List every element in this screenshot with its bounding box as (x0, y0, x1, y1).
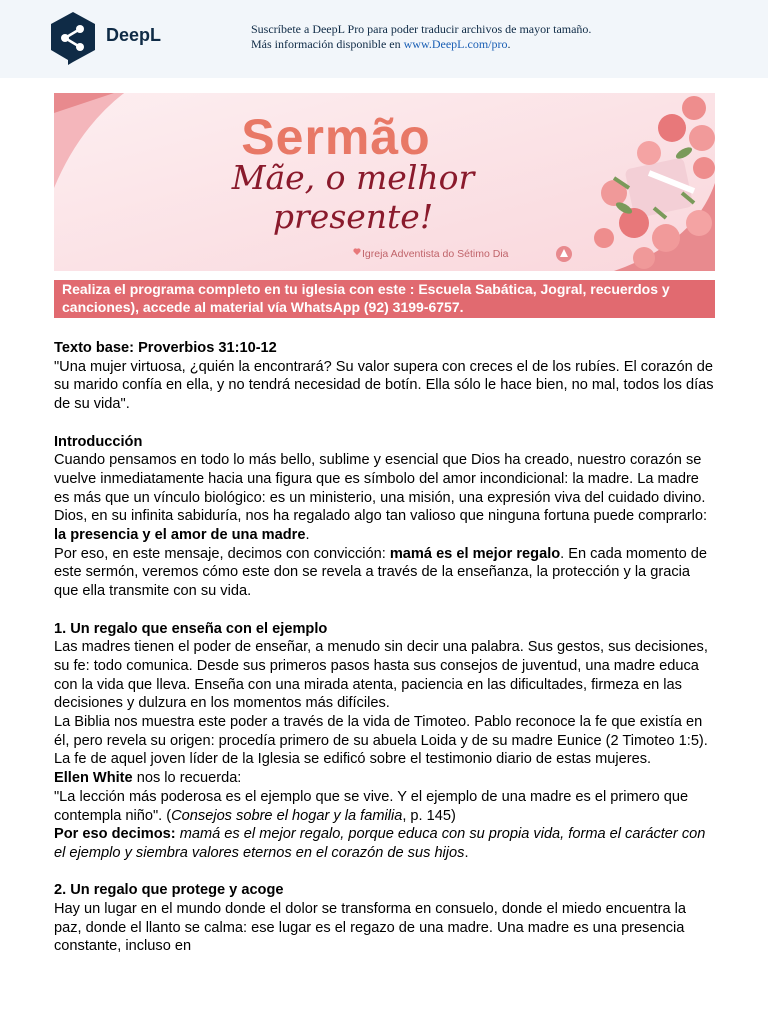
section-1-paragraph-1: Las madres tienen el poder de enseñar, a menudo sin decir una palabra. Sus gestos, sus decisiones, su fe: todo comunica. Desde sus primeros pasos hasta sus consejos de juventud, una madre educa con la vida que lleva. Enseña con una mirada atenta, paciencia en las dificultades, firmeza en las decisiones y dulzura en los momentos más difíciles. (54, 639, 708, 712)
deepl-message-prefix: Más información disponible en (251, 37, 404, 51)
texto-base-quote: "Una mujer virtuosa, ¿quién la encontrará? Su valor supera con creces el de los rubíes. El corazón de su marido confía en ella, y no tendrá necesidad de botín. Ella sólo le hace bien, no mal, todos los días de su vida". (54, 358, 714, 413)
section-1-paragraph-2: La Biblia nos muestra este poder a través de la vida de Timoteo. Pablo reconoce la fe que existía en él, pero revela su origen: procedía primero de su abuela Loida y de su madre Eunice (2 Timoteo 1:5). La fe de aquel joven líder de la Iglesia se edificó sobre el testimonio diario de estas mujeres. (54, 714, 708, 768)
deepl-logo-icon (48, 10, 98, 66)
banner-title: Sermão (241, 109, 431, 165)
deepl-upgrade-message (251, 22, 591, 52)
intro-p1-bold: la presencia y el amor de una madre (54, 527, 306, 544)
quote-end: , p. 145) (402, 807, 456, 824)
intro-p1-text: Cuando pensamos en todo lo más bello, sublime y esencial que Dios ha creado, nuestro corazón se vuelve inmediatamente hacia una figura que es símbolo del amor incondicional: la madre. La madre es más que un vínculo biológico: es un ministerio, una misión, una expresión viva del cuidado divino. Dios, en su infinita sabiduría, nos ha regalado algo tan valioso que ninguna fortuna puede comprarlo: (54, 452, 708, 525)
intro-paragraph-1 (54, 451, 716, 545)
deepl-header (0, 0, 768, 78)
deepl-message-suffix: . (507, 37, 511, 51)
banner-subtitle: Mãe, o melhor presente! (231, 158, 475, 236)
section-2-paragraph-1: Hay un lugar en el mundo donde el dolor se transforma en consuelo, donde el miedo encuentra la paz, donde el llanto se calma: ese lugar es el regazo de una madre. Una madre es una presencia constante, incluso en (54, 901, 686, 955)
intro-p1-end: . (305, 527, 310, 544)
section-1-heading: 1. Un regalo que enseña con el ejemplo (54, 620, 328, 637)
ellen-white-rest: nos lo recuerda: (132, 770, 242, 787)
ellen-white-line (54, 769, 716, 788)
banner-church-name: Igreja Adventista do Sétimo Dia (362, 248, 509, 260)
closing-italic: mamá es el mejor regalo, porque educa con su propia vida, forma el carácter con el ejemplo y siembra valores eternos en el corazón de sus hijos (54, 826, 706, 861)
ellen-white-name: Ellen White (54, 770, 133, 787)
intro-p2-end: . En cada momento de este sermón, veremos cómo este don se revela a través de la enseñanza, la protección y la gracia que ella transmite con su vida. (54, 545, 708, 600)
ellen-white-quote (54, 788, 716, 825)
intro-p2-bold: mamá es el mejor regalo (389, 545, 561, 562)
closing-end: . (464, 844, 469, 861)
deepl-message-line2 (251, 37, 591, 52)
intro-paragraph-2 (54, 545, 716, 601)
closing-bold: Por eso decimos: (54, 826, 176, 843)
deepl-brand: DeepL (106, 25, 162, 45)
texto-base-heading: Texto base: Proverbios 31:10-12 (54, 340, 277, 356)
deepl-message-line1: Suscríbete a DeepL Pro para poder traducir archivos de mayor tamaño. (251, 22, 592, 36)
promo-text: Realiza el programa completo en tu iglesia con este : Escuela Sabática, Jogral, recuerdos y canciones), accede al material vía WhatsApp (92) 3199-6757. (62, 281, 670, 315)
deepl-pro-link[interactable]: www.DeepL.com/pro (403, 37, 508, 51)
intro-p2-start: Por eso, en este mensaje, decimos con convicción: (54, 545, 390, 562)
quote-book-title: Consejos sobre el hogar y la familia (171, 807, 403, 824)
quote-start: "La lección más poderosa es el ejemplo que se vive. Y el ejemplo de una madre es el primero que contempla niño". ( (54, 788, 689, 824)
section-2-heading: 2. Un regalo que protege y acoge (54, 882, 284, 899)
sermon-body (54, 339, 716, 956)
intro-heading: Introducción (54, 433, 143, 450)
section-1-closing (54, 825, 716, 862)
